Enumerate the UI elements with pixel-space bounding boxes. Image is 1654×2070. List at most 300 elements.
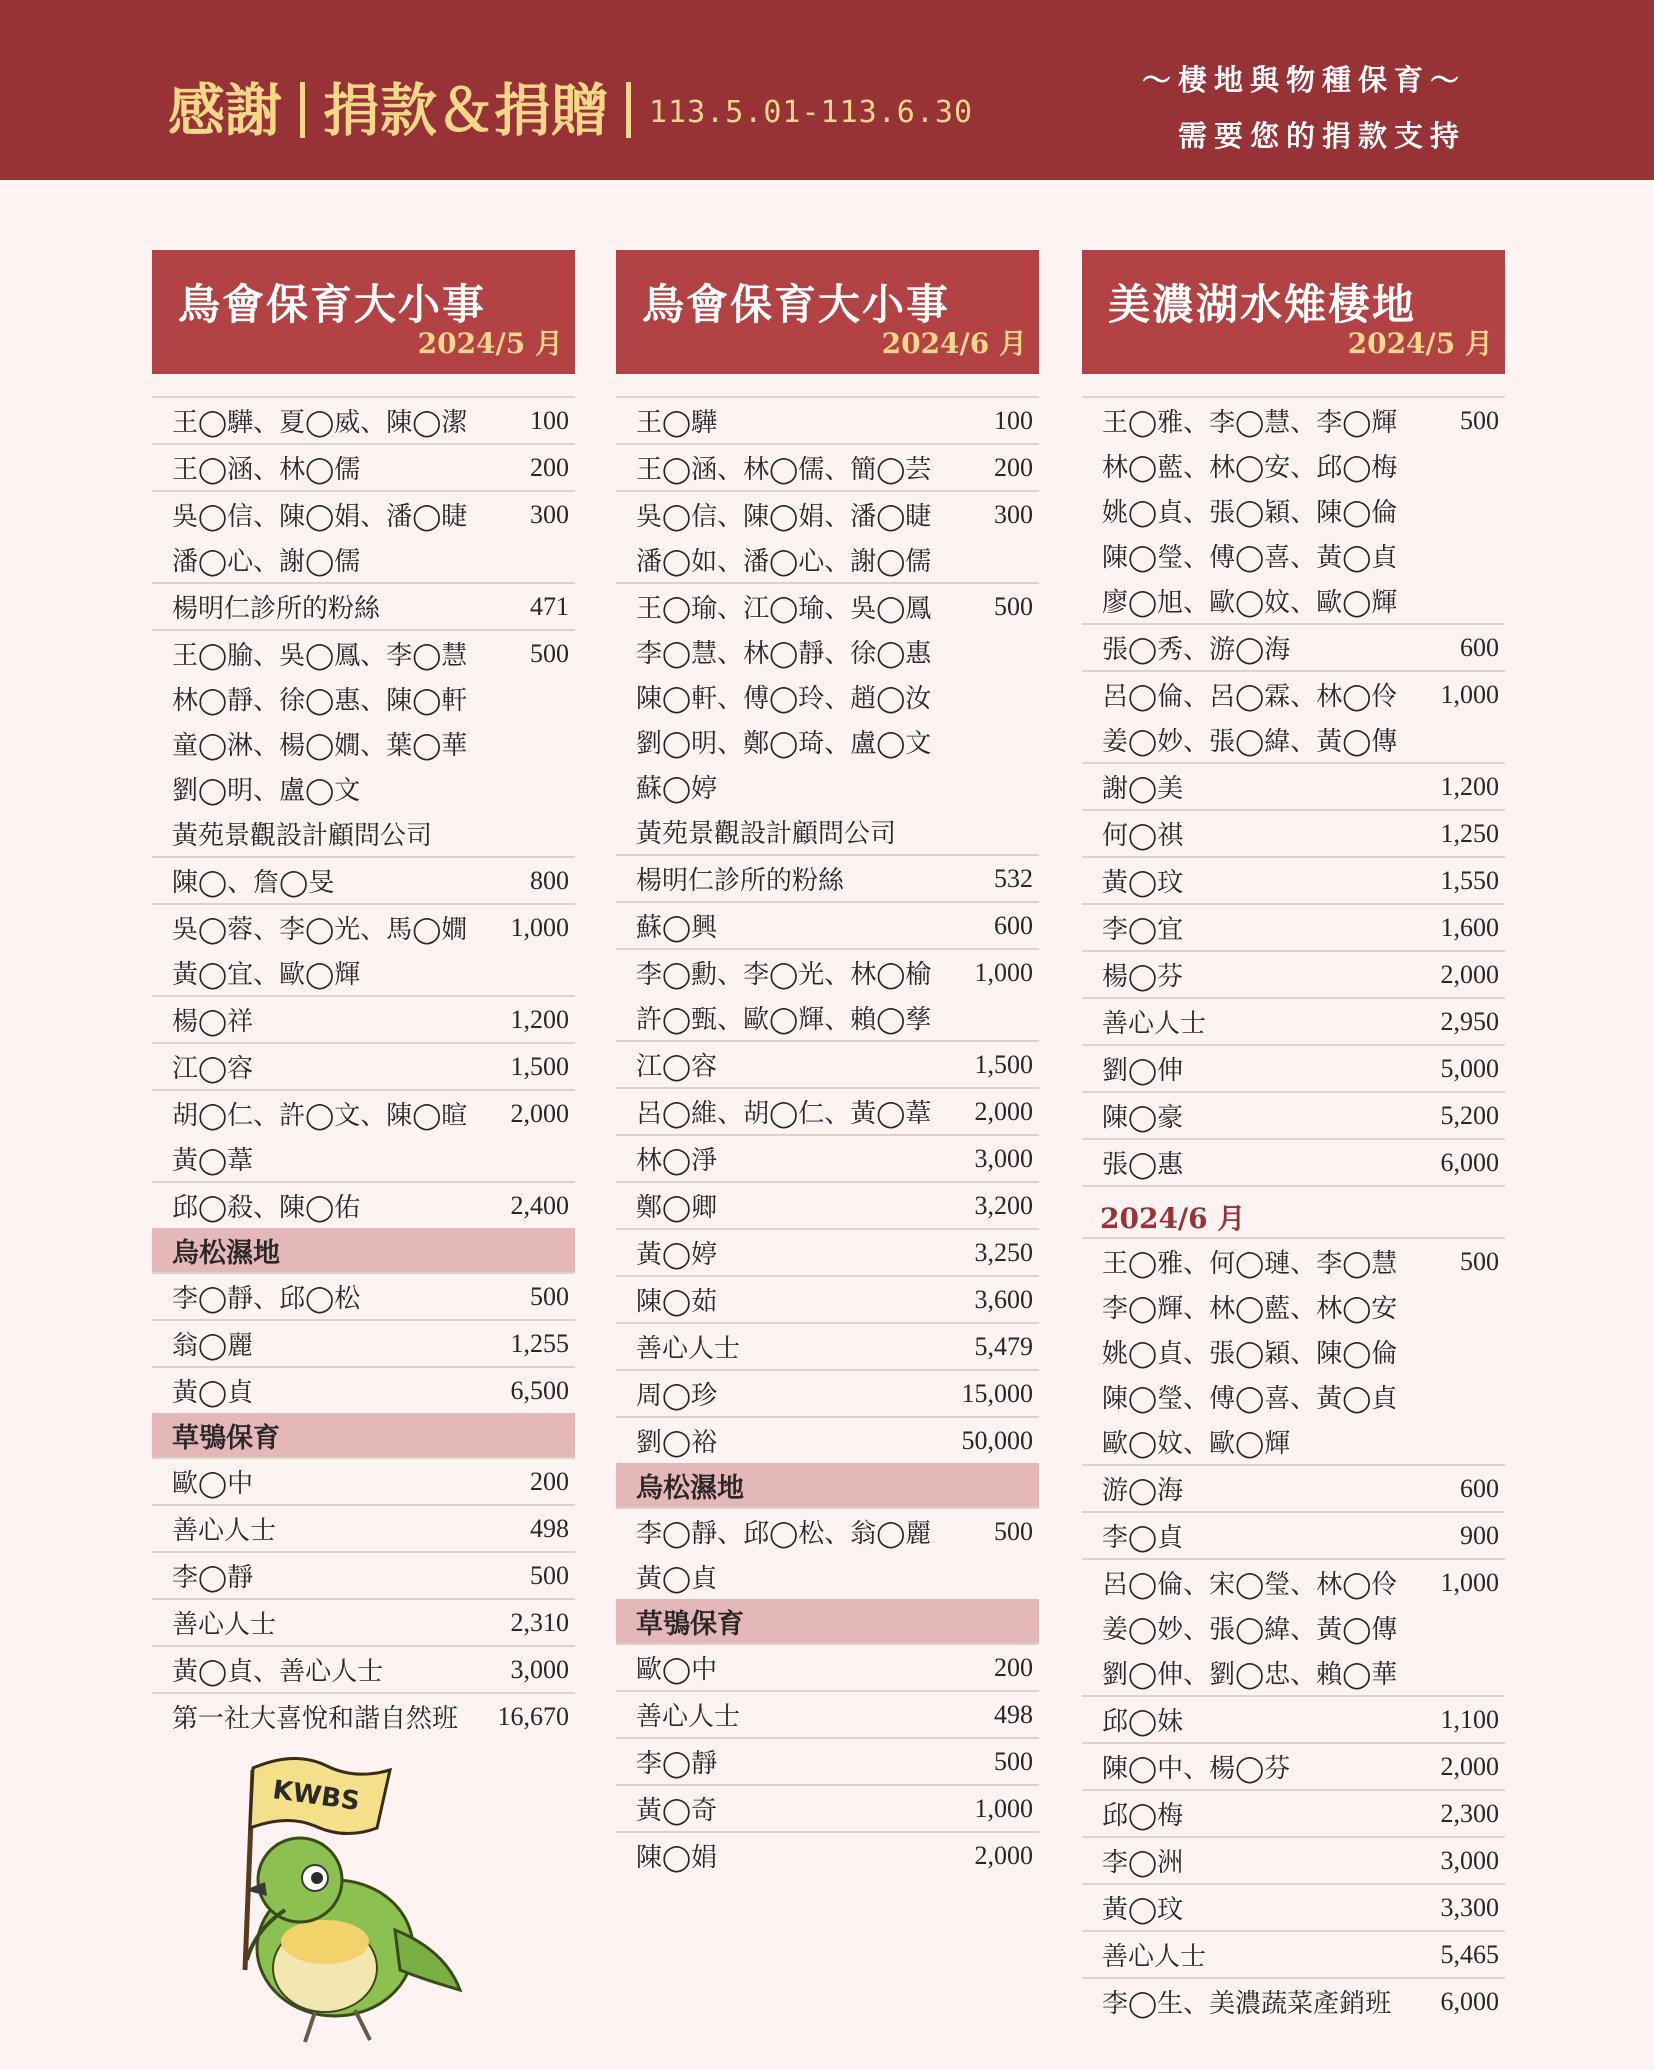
donor-name-line: 姜◯妙、張◯緯、黃◯傳 — [1102, 727, 1398, 757]
donation-row — [616, 1275, 1039, 1322]
donor-names — [1102, 905, 1183, 950]
donation-row — [152, 582, 575, 629]
donation-row — [616, 582, 1039, 854]
column-header — [616, 250, 1039, 374]
donor-name-line: 黃◯葦 — [172, 1146, 254, 1176]
donor-names — [172, 492, 467, 582]
donation-row — [616, 396, 1039, 443]
donation-row — [152, 1089, 575, 1181]
donation-amount: 498 — [530, 1513, 569, 1543]
donation-amount: 498 — [994, 1699, 1033, 1729]
donor-name-line: 陳◯瑩、傅◯喜、黃◯貞 — [1102, 1384, 1398, 1414]
donation-amount: 2,000 — [974, 1840, 1033, 1870]
donation-amount: 6,000 — [1440, 1986, 1499, 2016]
donor-name-line: 楊◯芬 — [1102, 962, 1184, 992]
donor-names — [172, 905, 467, 995]
donation-amount: 2,000 — [974, 1096, 1033, 1126]
donor-names — [1102, 1932, 1206, 1977]
donation-row — [616, 1134, 1039, 1181]
donor-name-line: 許◯甄、歐◯輝、賴◯孳 — [636, 1005, 932, 1035]
donation-amount: 3,300 — [1440, 1892, 1499, 1922]
donation-row — [616, 1416, 1039, 1463]
donor-name-line: 王◯驊 — [636, 408, 718, 438]
donation-row — [616, 1784, 1039, 1831]
donation-row — [1082, 1742, 1505, 1789]
donation-amount: 600 — [1460, 1473, 1499, 1503]
donor-names — [1102, 1885, 1183, 1930]
donor-name-line: 王◯涵、林◯儒 — [172, 455, 361, 485]
donation-amount: 1,000 — [974, 1793, 1033, 1823]
donor-name-line: 劉◯裕 — [636, 1428, 718, 1458]
month-subheader: 2024/6 月 — [1082, 1185, 1505, 1237]
donation-amount: 1,200 — [510, 1004, 569, 1034]
donor-name-line: 蘇◯婷 — [636, 774, 718, 804]
column-month: 2024/6 月 — [881, 327, 1027, 360]
donation-row — [616, 1040, 1039, 1087]
donor-names — [1102, 858, 1183, 903]
donation-row — [1082, 623, 1505, 670]
donor-name-line: 李◯靜、邱◯松 — [172, 1284, 361, 1314]
donor-name-line: 楊◯祥 — [172, 1007, 254, 1037]
donor-name-line: 李◯輝、林◯藍、林◯安 — [1102, 1294, 1398, 1324]
donor-name-line: 陳◯軒、傅◯玲、趙◯汝 — [636, 684, 932, 714]
donor-name-line: 善心人士 — [636, 1334, 741, 1364]
donation-amount: 1,600 — [1440, 912, 1499, 942]
donor-names — [636, 1324, 740, 1369]
donation-amount: 1,500 — [510, 1051, 569, 1081]
donation-amount: 500 — [530, 638, 569, 668]
donation-amount: 500 — [530, 1281, 569, 1311]
donor-name-line: 張◯秀、游◯海 — [1102, 635, 1291, 665]
donor-name-line: 林◯淨 — [636, 1146, 718, 1176]
donation-row — [1082, 1836, 1505, 1883]
donor-name-line: 李◯生、美濃蔬菜產銷班 — [1102, 1989, 1392, 2019]
donor-names — [1102, 672, 1397, 762]
donation-row — [616, 901, 1039, 948]
donor-names — [172, 445, 360, 490]
donor-name-line: 王◯瑜、江◯瑜、吳◯鳳 — [636, 594, 932, 624]
column-title: 美濃湖水雉棲地 — [1108, 280, 1417, 329]
donor-name-line: 楊明仁診所的粉絲 — [172, 594, 381, 624]
donation-row — [616, 1737, 1039, 1784]
donation-amount: 3,250 — [974, 1237, 1033, 1267]
donation-amount: 500 — [530, 1560, 569, 1590]
donor-names — [636, 1509, 931, 1599]
section-header: 草鴞保育 — [616, 1599, 1039, 1643]
donation-row — [616, 1831, 1039, 1878]
donor-name-line: 潘◯如、潘◯心、謝◯儒 — [636, 547, 932, 577]
donor-name-line: 李◯靜 — [172, 1563, 254, 1593]
column-title: 鳥會保育大小事 — [642, 280, 951, 329]
donor-names — [172, 1506, 276, 1551]
donation-amount: 500 — [1460, 1246, 1499, 1276]
donor-name-line: 王◯雅、何◯璉、李◯慧 — [1102, 1249, 1398, 1279]
donor-names — [636, 1183, 717, 1228]
donation-row — [152, 995, 575, 1042]
donor-names — [1102, 999, 1206, 1044]
donor-names — [1102, 1697, 1183, 1742]
donor-name-line: 林◯藍、林◯安、邱◯梅 — [1102, 453, 1398, 483]
donor-names — [172, 398, 467, 443]
section-header: 烏松濕地 — [616, 1463, 1039, 1507]
column-conservation-may — [152, 250, 575, 1739]
donor-name-line: 邱◯梅 — [1102, 1801, 1184, 1831]
donor-names — [1102, 811, 1183, 856]
donor-name-line: 黃◯貞 — [172, 1378, 254, 1408]
donor-names — [172, 1368, 253, 1413]
donation-amount: 300 — [530, 499, 569, 529]
donation-slogan: ～棲地與物種保育～ 需要您的捐款支持 — [1141, 63, 1466, 153]
donation-row — [152, 1504, 575, 1551]
donor-name-line: 劉◯伸、劉◯忠、賴◯華 — [1102, 1660, 1398, 1690]
donation-row — [616, 1228, 1039, 1275]
donation-row — [616, 1369, 1039, 1416]
donor-name-line: 李◯靜 — [636, 1749, 718, 1779]
donor-names — [636, 1371, 717, 1416]
donation-amount: 1,000 — [1440, 679, 1499, 709]
donor-name-line: 楊明仁診所的粉絲 — [636, 866, 845, 896]
donation-row — [1082, 1138, 1505, 1185]
donation-row — [1082, 1789, 1505, 1836]
donation-row — [152, 856, 575, 903]
donor-names — [636, 950, 931, 1040]
donor-names — [1102, 1791, 1183, 1836]
donor-names — [172, 1274, 360, 1319]
donation-amount: 3,600 — [974, 1284, 1033, 1314]
donor-name-line: 劉◯伸 — [1102, 1056, 1184, 1086]
donation-row — [152, 1272, 575, 1319]
donation-row — [616, 1690, 1039, 1737]
donor-names — [636, 1230, 717, 1275]
donor-names — [636, 1136, 717, 1181]
donation-row — [152, 396, 575, 443]
donor-names — [172, 584, 380, 629]
donor-names — [636, 1739, 717, 1784]
donor-name-line: 黃◯貞、善心人士 — [172, 1657, 384, 1687]
donor-name-line: 姚◯貞、張◯穎、陳◯倫 — [1102, 498, 1398, 528]
donor-name-line: 潘◯心、謝◯儒 — [172, 547, 361, 577]
donor-name-line: 黃◯玟 — [1102, 868, 1184, 898]
donor-name-line: 陳◯娟 — [636, 1843, 718, 1873]
donor-name-line: 陳◯豪 — [1102, 1103, 1184, 1133]
donor-name-line: 呂◯維、胡◯仁、黃◯葦 — [636, 1099, 932, 1129]
donation-amount: 1,550 — [1440, 865, 1499, 895]
donation-amount: 3,200 — [974, 1190, 1033, 1220]
donation-amount: 3,000 — [510, 1654, 569, 1684]
donation-row — [616, 1087, 1039, 1134]
donor-names — [172, 1091, 467, 1181]
donation-row — [1082, 1930, 1505, 1977]
donor-names — [172, 1600, 276, 1645]
donor-names — [172, 997, 253, 1042]
donation-amount: 500 — [994, 1746, 1033, 1776]
donation-row — [616, 948, 1039, 1040]
donation-amount: 2,310 — [510, 1607, 569, 1637]
donor-name-line: 第一社大喜悅和諧自然班 — [172, 1704, 459, 1734]
donation-amount: 2,400 — [510, 1190, 569, 1220]
donor-names — [636, 1277, 717, 1322]
donor-name-line: 姚◯貞、張◯穎、陳◯倫 — [1102, 1339, 1398, 1369]
donor-name-line: 善心人士 — [1102, 1942, 1207, 1972]
donation-row — [152, 903, 575, 995]
donation-row — [152, 1319, 575, 1366]
donation-amount: 1,000 — [974, 957, 1033, 987]
donor-name-line: 呂◯倫、宋◯瑩、林◯伶 — [1102, 1570, 1398, 1600]
donor-names — [1102, 1744, 1290, 1789]
donation-amount: 471 — [530, 591, 569, 621]
donor-names — [1102, 1239, 1397, 1464]
donor-name-line: 黃◯玟 — [1102, 1895, 1184, 1925]
donation-amount: 200 — [530, 452, 569, 482]
donor-names — [636, 1089, 931, 1134]
donor-name-line: 善心人士 — [172, 1610, 277, 1640]
donor-name-line: 王◯涵、林◯儒、簡◯芸 — [636, 455, 932, 485]
title-separator — [300, 82, 305, 138]
donation-row — [1082, 396, 1505, 623]
donation-row — [616, 1181, 1039, 1228]
donor-name-line: 游◯海 — [1102, 1476, 1184, 1506]
donor-names — [1102, 398, 1397, 623]
donor-names — [1102, 1513, 1183, 1558]
donation-row — [1082, 1695, 1505, 1742]
donor-names — [172, 1044, 253, 1089]
donation-amount: 6,000 — [1440, 1147, 1499, 1177]
section-header: 烏松濕地 — [152, 1228, 575, 1272]
donor-names — [1102, 764, 1183, 809]
column-meinong-lake — [1082, 250, 1505, 2024]
donation-amount: 16,670 — [497, 1701, 569, 1731]
donation-row — [152, 1645, 575, 1692]
donation-amount: 2,000 — [1440, 959, 1499, 989]
donation-row — [616, 443, 1039, 490]
donation-amount: 500 — [994, 591, 1033, 621]
donation-amount: 300 — [994, 499, 1033, 529]
donor-name-line: 黃苑景觀設計顧問公司 — [172, 821, 433, 851]
donor-names — [636, 584, 931, 854]
donor-name-line: 陳◯瑩、傅◯喜、黃◯貞 — [1102, 543, 1398, 573]
donation-amount: 5,465 — [1440, 1939, 1499, 1969]
donor-name-line: 王◯雅、李◯慧、李◯輝 — [1102, 408, 1398, 438]
donation-row — [1082, 1511, 1505, 1558]
donor-names — [636, 856, 844, 901]
donation-amount: 6,500 — [510, 1375, 569, 1405]
donation-row — [1082, 1091, 1505, 1138]
donor-name-line: 童◯淋、楊◯嫺、葉◯華 — [172, 731, 468, 761]
kwbs-bird-mascot-icon — [205, 1730, 480, 2050]
donor-name-line: 善心人士 — [172, 1516, 277, 1546]
donation-amount: 500 — [1460, 405, 1499, 435]
donor-names — [636, 445, 931, 490]
donor-names — [172, 1459, 253, 1504]
donation-amount: 5,200 — [1440, 1100, 1499, 1130]
donor-names — [1102, 1046, 1183, 1091]
page-header — [0, 0, 1654, 180]
donation-row — [1082, 1883, 1505, 1930]
donor-names — [1102, 1560, 1397, 1695]
donation-amount: 1,000 — [1440, 1567, 1499, 1597]
section-header: 草鴞保育 — [152, 1413, 575, 1457]
column-conservation-june — [616, 250, 1039, 1878]
donation-amount: 5,479 — [974, 1331, 1033, 1361]
donation-row — [1082, 1558, 1505, 1695]
donor-name-line: 李◯貞 — [1102, 1523, 1184, 1553]
donation-amount: 532 — [994, 863, 1033, 893]
donor-name-line: 黃◯貞 — [636, 1564, 718, 1594]
donor-name-line: 劉◯明、盧◯文 — [172, 776, 361, 806]
donation-amount: 1,200 — [1440, 771, 1499, 801]
donor-names — [636, 398, 717, 443]
donor-name-line: 善心人士 — [636, 1702, 741, 1732]
donor-names — [1102, 1838, 1183, 1883]
donation-row — [1082, 1237, 1505, 1464]
donation-amount: 500 — [994, 1516, 1033, 1546]
donation-row — [152, 1551, 575, 1598]
donation-amount: 2,300 — [1440, 1798, 1499, 1828]
donor-name-line: 林◯靜、徐◯惠、陳◯軒 — [172, 686, 468, 716]
donor-name-line: 歐◯中 — [172, 1469, 254, 1499]
donor-names — [636, 1042, 717, 1087]
column-month: 2024/5 月 — [1347, 327, 1493, 360]
donation-row — [152, 1042, 575, 1089]
donor-name-line: 黃◯奇 — [636, 1796, 718, 1826]
donor-names — [636, 492, 931, 582]
donor-name-line: 歐◯妏、歐◯輝 — [1102, 1429, 1291, 1459]
donor-name-line: 鄭◯卿 — [636, 1193, 718, 1223]
donor-name-line: 善心人士 — [1102, 1009, 1207, 1039]
donation-row — [152, 1181, 575, 1228]
donor-names — [636, 1418, 717, 1463]
donor-names — [172, 1183, 360, 1228]
donation-row — [1082, 1977, 1505, 2024]
donor-names — [636, 1692, 740, 1737]
donation-amount: 100 — [994, 405, 1033, 435]
donation-amount: 1,500 — [974, 1049, 1033, 1079]
donor-name-line: 陳◯茹 — [636, 1287, 718, 1317]
donation-row — [616, 490, 1039, 582]
donor-name-line: 陳◯中、楊◯芬 — [1102, 1754, 1291, 1784]
column-header — [152, 250, 575, 374]
donation-row — [616, 1322, 1039, 1369]
donation-amount: 2,000 — [510, 1098, 569, 1128]
donation-row — [1082, 997, 1505, 1044]
donor-name-line: 胡◯仁、許◯文、陳◯暄 — [172, 1101, 468, 1131]
donor-name-line: 李◯慧、林◯靜、徐◯惠 — [636, 639, 932, 669]
donation-row — [152, 629, 575, 856]
donor-name-line: 李◯宜 — [1102, 915, 1184, 945]
donor-names — [1102, 625, 1290, 670]
donation-amount: 900 — [1460, 1520, 1499, 1550]
donor-name-line: 李◯勳、李◯光、林◯榆 — [636, 960, 932, 990]
donation-row — [1082, 1464, 1505, 1511]
donor-name-line: 吳◯信、陳◯娟、潘◯睫 — [172, 502, 468, 532]
donor-name-line: 呂◯倫、呂◯霖、林◯伶 — [1102, 682, 1398, 712]
donor-name-line: 李◯靜、邱◯松、翁◯麗 — [636, 1519, 932, 1549]
title-separator — [626, 82, 631, 138]
donation-amount: 2,000 — [1440, 1751, 1499, 1781]
donor-names — [172, 1647, 383, 1692]
donation-row — [152, 490, 575, 582]
donation-amount: 600 — [1460, 632, 1499, 662]
donation-row — [1082, 762, 1505, 809]
donation-row — [152, 443, 575, 490]
donor-name-line: 邱◯殺、陳◯佑 — [172, 1193, 361, 1223]
column-month: 2024/5 月 — [417, 327, 563, 360]
donor-names — [1102, 1466, 1183, 1511]
donor-names — [636, 1786, 717, 1831]
donor-name-line: 吳◯蓉、李◯光、馬◯嫺 — [172, 915, 468, 945]
donor-names — [1102, 1979, 1391, 2024]
donor-name-line: 吳◯信、陳◯娟、潘◯睫 — [636, 502, 932, 532]
donor-name-line: 黃◯宜、歐◯輝 — [172, 960, 361, 990]
donation-amount: 1,000 — [510, 912, 569, 942]
donor-name-line: 姜◯妙、張◯緯、黃◯傳 — [1102, 1615, 1398, 1645]
donor-name-line: 謝◯美 — [1102, 774, 1184, 804]
donation-amount: 50,000 — [961, 1425, 1033, 1455]
donor-name-line: 李◯洲 — [1102, 1848, 1184, 1878]
donation-amount: 100 — [530, 405, 569, 435]
donation-row — [1082, 856, 1505, 903]
donation-amount: 2,950 — [1440, 1006, 1499, 1036]
donor-name-line: 江◯容 — [172, 1054, 254, 1084]
donor-names — [1102, 1093, 1183, 1138]
date-range: 113.5.01-113.6.30 — [649, 95, 974, 130]
donation-row — [616, 1507, 1039, 1599]
donor-names — [636, 903, 717, 948]
column-header — [1082, 250, 1505, 374]
donation-amount: 200 — [994, 1652, 1033, 1682]
donor-name-line: 廖◯旭、歐◯妏、歐◯輝 — [1102, 588, 1398, 618]
donor-names — [1102, 1140, 1183, 1185]
donation-amount: 3,000 — [974, 1143, 1033, 1173]
donor-names — [172, 858, 334, 903]
donation-row — [1082, 903, 1505, 950]
donor-name-line: 周◯珍 — [636, 1381, 718, 1411]
donor-name-line: 黃苑景觀設計顧問公司 — [636, 819, 897, 849]
donor-name-line: 何◯祺 — [1102, 821, 1184, 851]
donation-amount: 1,100 — [1440, 1704, 1499, 1734]
donor-names — [172, 631, 467, 856]
donation-amount: 3,000 — [1440, 1845, 1499, 1875]
donor-name-line: 張◯惠 — [1102, 1150, 1184, 1180]
donation-row — [152, 1366, 575, 1413]
donation-amount: 200 — [994, 452, 1033, 482]
donation-row — [1082, 670, 1505, 762]
donor-name-line: 邱◯妹 — [1102, 1707, 1184, 1737]
donation-row — [616, 1643, 1039, 1690]
donation-amount: 15,000 — [961, 1378, 1033, 1408]
donor-names — [636, 1645, 717, 1690]
donation-amount: 1,255 — [510, 1328, 569, 1358]
column-title: 鳥會保育大小事 — [178, 280, 487, 329]
mascot-flag-text: KWBS — [270, 1775, 362, 1818]
donation-row — [1082, 809, 1505, 856]
donor-names — [172, 1321, 253, 1366]
donation-amount: 200 — [530, 1466, 569, 1496]
donor-name-line: 歐◯中 — [636, 1655, 718, 1685]
donor-name-line: 蘇◯興 — [636, 913, 718, 943]
donation-row — [1082, 1044, 1505, 1091]
donor-name-line: 翁◯麗 — [172, 1331, 254, 1361]
donation-amount: 600 — [994, 910, 1033, 940]
donor-names — [636, 1833, 717, 1878]
donor-name-line: 黃◯婷 — [636, 1240, 718, 1270]
donor-name-line: 王◯腧、吳◯鳳、李◯慧 — [172, 641, 468, 671]
donor-name-line: 王◯驊、夏◯威、陳◯潔 — [172, 408, 468, 438]
donation-row — [1082, 950, 1505, 997]
donation-row — [616, 854, 1039, 901]
donation-amount: 1,250 — [1440, 818, 1499, 848]
donation-amount: 800 — [530, 865, 569, 895]
